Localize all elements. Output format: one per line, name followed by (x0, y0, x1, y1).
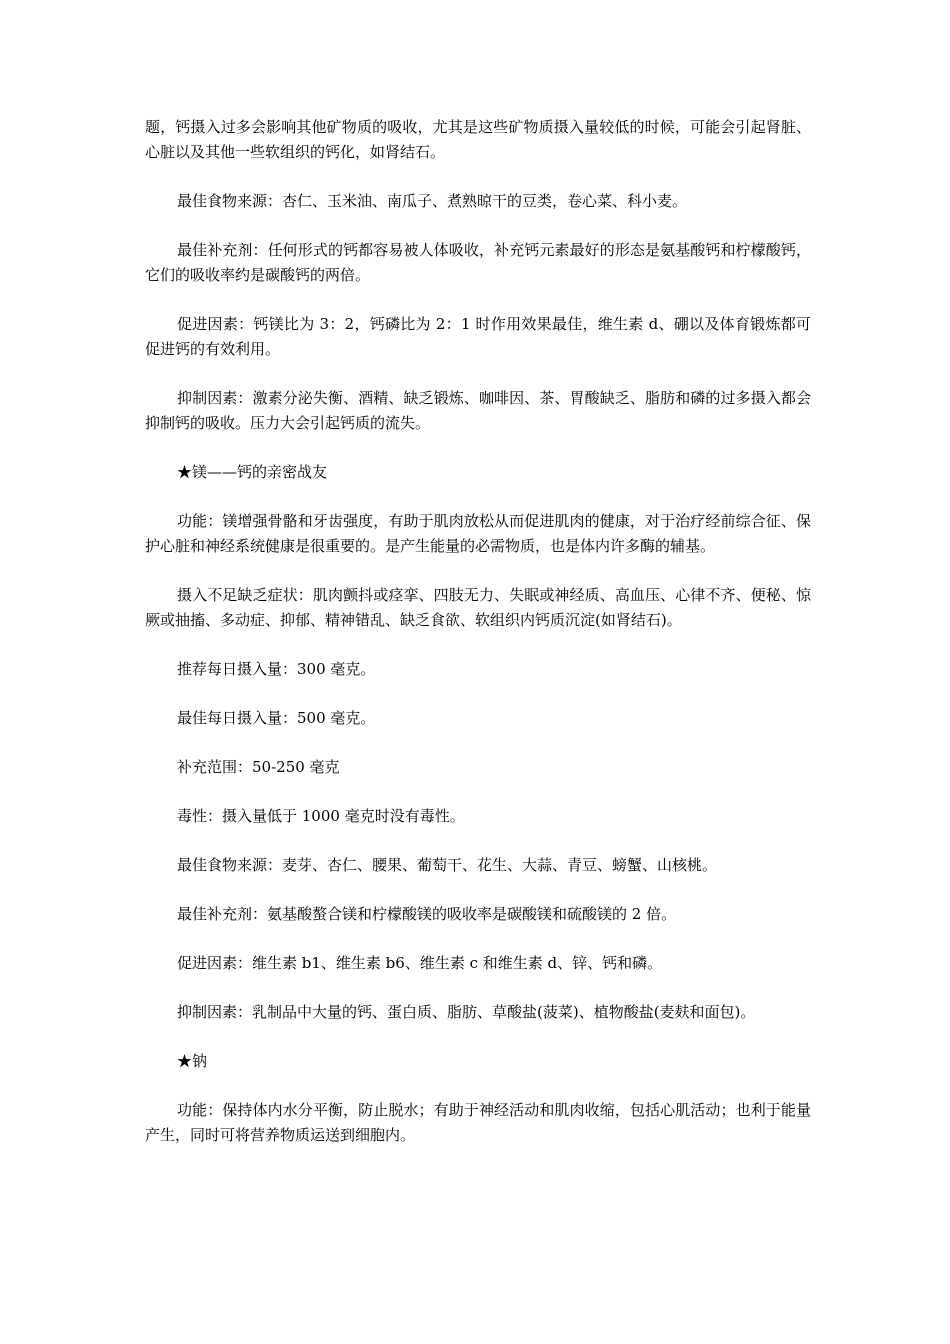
paragraph-calcium-toxicity: 题，钙摄入过多会影响其他矿物质的吸收，尤其是这些矿物质摄入量较低的时候，可能会引起肾脏、心脏以及其他一些软组织的钙化，如肾结石。 (145, 118, 811, 161)
paragraph-magnesium-supplements: 最佳补充剂：氨基酸螯合镁和柠檬酸镁的吸收率是碳酸镁和硫酸镁的 2 倍。 (177, 905, 677, 923)
paragraph-magnesium-optimal: 最佳每日摄入量：500 毫克。 (177, 709, 376, 727)
paragraph-magnesium-food-sources: 最佳食物来源：麦芽、杏仁、腰果、葡萄干、花生、大蒜、青豆、螃蟹、山核桃。 (177, 856, 718, 874)
paragraph-magnesium-toxicity: 毒性：摄入量低于 1000 毫克时没有毒性。 (177, 807, 465, 825)
paragraph-magnesium-promoters: 促进因素：维生素 b1、维生素 b6、维生素 c 和维生素 d、锌、钙和磷。 (177, 954, 663, 972)
section-heading-sodium: ★钠 (177, 1052, 208, 1070)
paragraph-magnesium-function: 功能：镁增强骨骼和牙齿强度，有助于肌肉放松从而促进肌肉的健康，对于治疗经前综合征、保护心脏和神经系统健康是很重要的。是产生能量的必需物质，也是体内许多酶的辅基。 (145, 512, 811, 555)
paragraph-calcium-supplements: 最佳补充剂：任何形式的钙都容易被人体吸收，补充钙元素最好的形态是氨基酸钙和柠檬酸钙，它们的吸收率约是碳酸钙的两倍。 (145, 241, 811, 284)
paragraph-magnesium-range: 补充范围：50-250 毫克 (177, 758, 340, 776)
paragraph-sodium-function: 功能：保持体内水分平衡，防止脱水；有助于神经活动和肌肉收缩，包括心肌活动；也利于能量产生，同时可将营养物质运送到细胞内。 (145, 1101, 811, 1144)
document-body (145, 115, 811, 1172)
paragraph-magnesium-inhibitors: 抑制因素：乳制品中大量的钙、蛋白质、脂肪、草酸盐(菠菜)、植物酸盐(麦麸和面包)。 (177, 1003, 756, 1021)
section-heading-magnesium: ★镁——钙的亲密战友 (177, 463, 328, 481)
paragraph-calcium-food-sources: 最佳食物来源：杏仁、玉米油、南瓜子、煮熟晾干的豆类，卷心菜、科小麦。 (177, 192, 688, 210)
paragraph-calcium-inhibitors: 抑制因素：激素分泌失衡、酒精、缺乏锻炼、咖啡因、茶、胃酸缺乏、脂肪和磷的过多摄入都会抑制钙的吸收。压力大会引起钙质的流失。 (145, 389, 811, 432)
paragraph-calcium-promoters: 促进因素：钙镁比为 3：2，钙磷比为 2：1 时作用效果最佳，维生素 d、硼以及体育锻炼都可促进钙的有效利用。 (145, 315, 811, 358)
paragraph-magnesium-deficiency: 摄入不足缺乏症状：肌肉颤抖或痉挛、四肢无力、失眠或神经质、高血压、心律不齐、便秘、惊厥或抽搐、多动症、抑郁、精神错乱、缺乏食欲、软组织内钙质沉淀(如肾结石)。 (145, 586, 811, 629)
paragraph-magnesium-rda: 推荐每日摄入量：300 毫克。 (177, 660, 376, 678)
